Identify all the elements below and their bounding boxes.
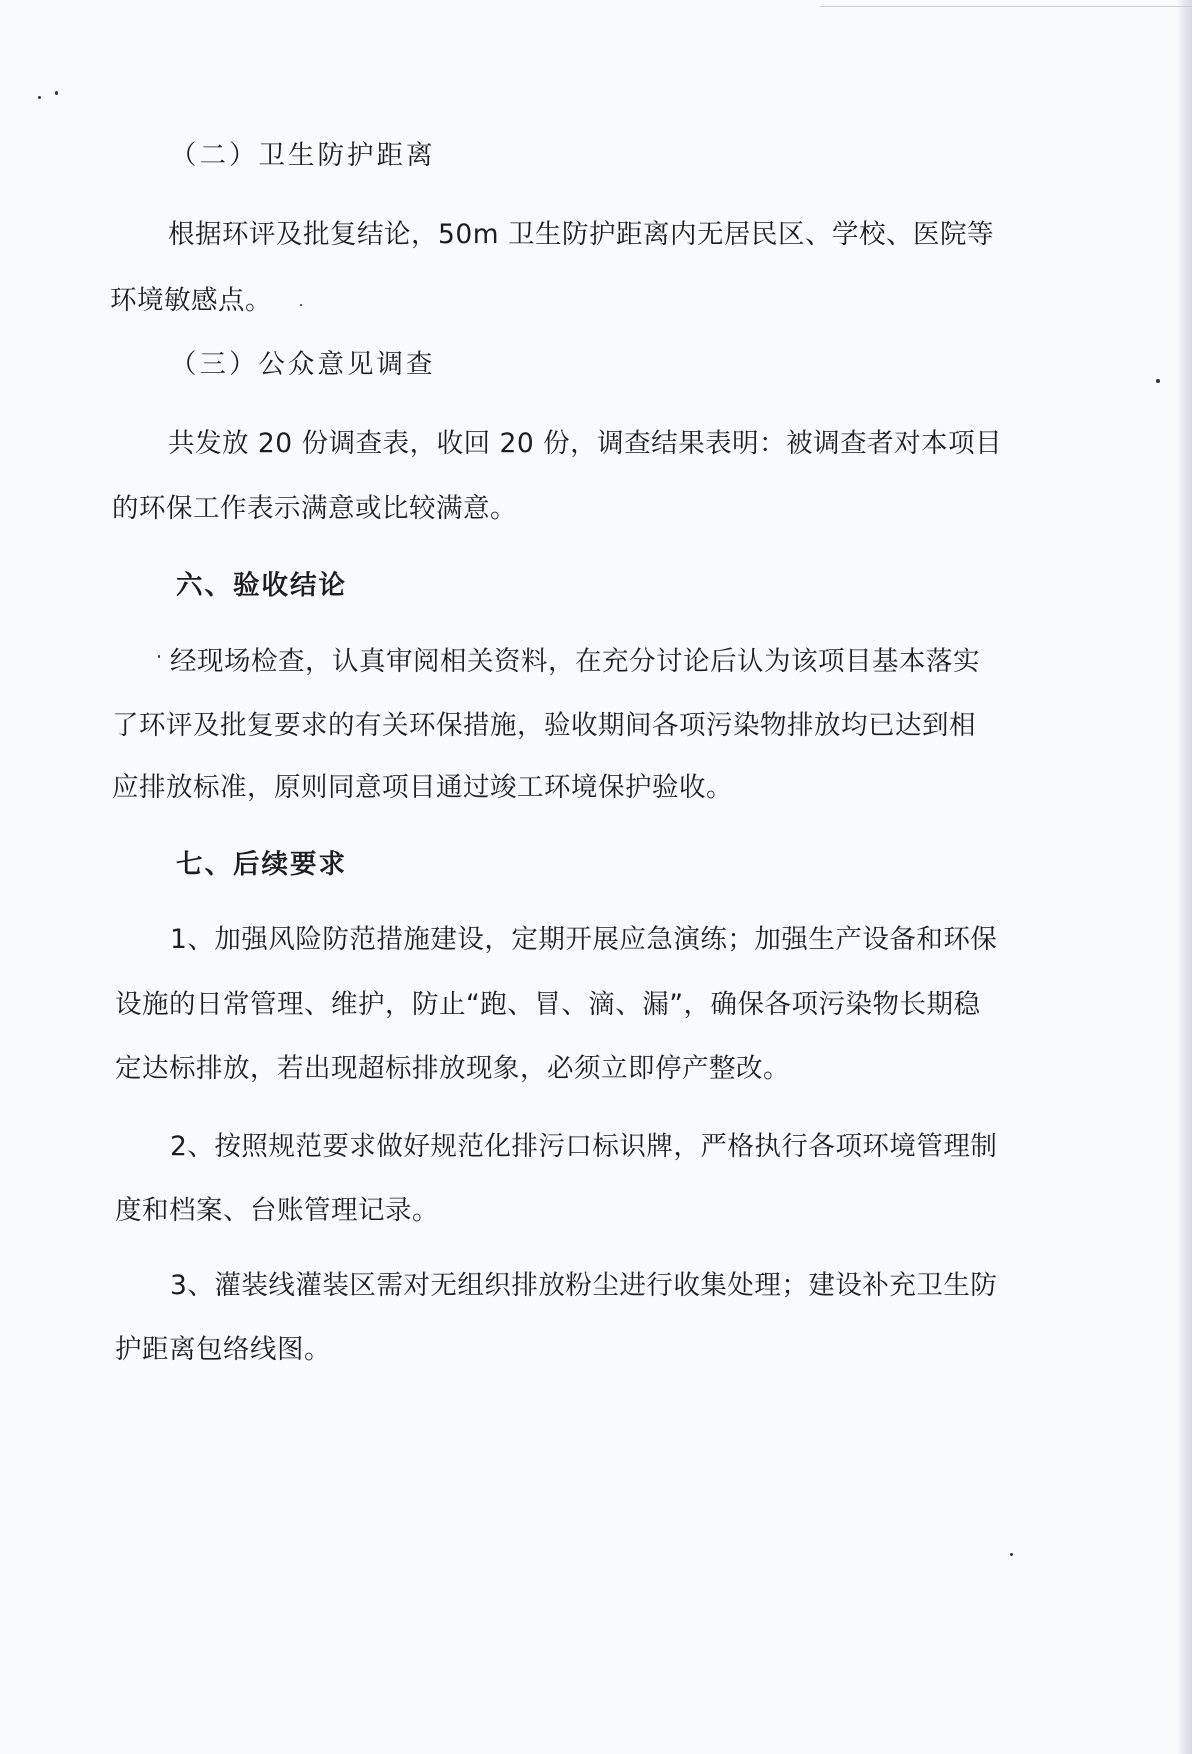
requirement-item-1-line: 设施的日常管理、维护，防止“跑、冒、滴、漏”，确保各项污染物长期稳: [115, 989, 981, 1020]
paragraph-line: 了环评及批复要求的有关环保措施，验收期间各项污染物排放均已达到相: [112, 710, 976, 741]
section-heading-public-survey: （三）公众意见调查: [170, 349, 436, 380]
section-heading-acceptance-conclusion: 六、验收结论: [176, 570, 347, 601]
requirement-item-3-line: 3、灌装线灌装区需对无组织排放粉尘进行收集处理；建设补充卫生防: [170, 1270, 998, 1301]
requirement-item-3-line: 护距离包络线图。: [115, 1334, 331, 1365]
paragraph-line: 的环保工作表示满意或比较满意。: [112, 493, 517, 524]
paragraph-line: 经现场检查，认真审阅相关资料，在充分讨论后认为该项目基本落实: [170, 646, 980, 677]
requirement-item-1-line: 定达标排放，若出现超标排放现象，必须立即停产整改。: [115, 1053, 790, 1084]
paragraph-line: 根据环评及批复结论，50m 卫生防护距离内无居民区、学校、医院等: [168, 219, 994, 250]
paragraph-line: 应排放标准，原则同意项目通过竣工环境保护验收。: [112, 772, 733, 803]
requirement-item-2-line: 2、按照规范要求做好规范化排污口标识牌，严格执行各项环境管理制: [170, 1131, 998, 1162]
paragraph-line: 环境敏感点。: [110, 285, 272, 316]
requirement-item-1-line: 1、加强风险防范措施建设，定期开展应急演练；加强生产设备和环保: [170, 924, 998, 955]
section-heading-sanitary-distance: （二）卫生防护距离: [170, 140, 436, 171]
paragraph-line: 共发放 20 份调查表，收回 20 份，调查结果表明：被调查者对本项目: [168, 428, 1003, 459]
requirement-item-2-line: 度和档案、台账管理记录。: [115, 1195, 439, 1226]
section-heading-followup-requirements: 七、后续要求: [176, 849, 347, 880]
